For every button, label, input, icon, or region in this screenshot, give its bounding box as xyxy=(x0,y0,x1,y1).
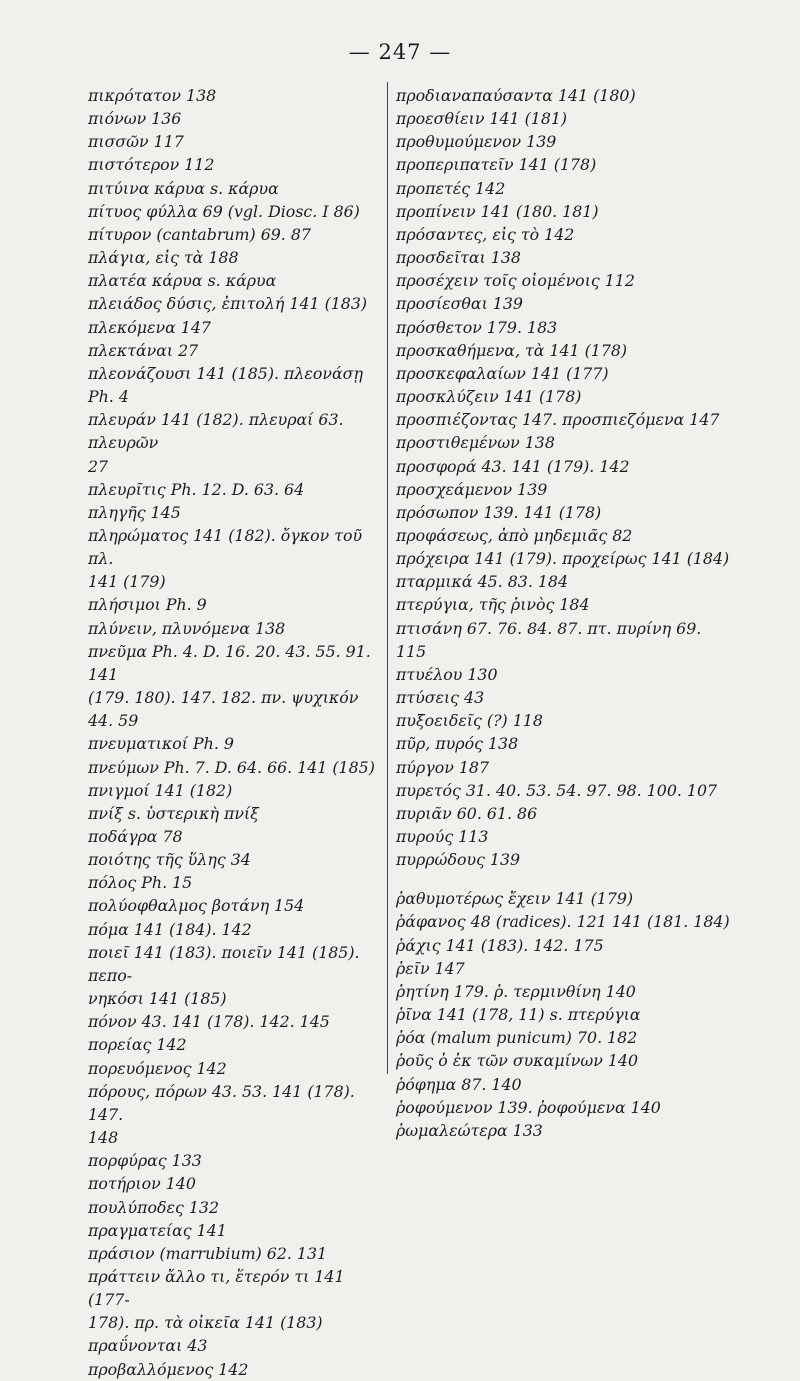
index-entry: πορείας 142 xyxy=(88,1035,187,1055)
index-entry: πιστότερον 112 xyxy=(88,155,215,175)
index-entry: νηκόσι 141 (185) xyxy=(88,989,227,1009)
index-entry: πόρους, πόρων 43. 53. 141 (178). 147. xyxy=(88,1081,360,1124)
index-entry: ῥόα (malum punicum) 70. 182 xyxy=(396,1028,638,1048)
index-entry: πλειάδος δύσις, ἐπιτολή 141 (183) xyxy=(88,294,368,314)
index-entry: πληρώματος 141 (182). ὄγκον τοῦ πλ. xyxy=(88,525,368,569)
index-entry: 178). πρ. τὰ οἰκεῖα 141 (183) xyxy=(88,1313,323,1333)
index-column-left xyxy=(88,84,381,1381)
index-entry: ῥάχις 141 (183). 142. 175 xyxy=(396,935,604,955)
index-entry: πτυέλου 130 xyxy=(396,664,498,684)
index-entry: πλύνειν, πλυνόμενα 138 xyxy=(88,618,286,638)
index-entry: πυριᾶν 60. 61. 86 xyxy=(396,803,538,823)
index-entry: πράττειν ἄλλο τι, ἕτερόν τι 141 (177- xyxy=(88,1266,350,1310)
index-entry: πυρούς 113 xyxy=(396,827,489,846)
index-entry: προθυμούμενον 139 xyxy=(396,132,557,152)
index-entry: πυξοειδεῖς (?) 118 xyxy=(396,711,543,731)
index-entry: πνευματικοί Ph. 9 xyxy=(88,734,234,754)
index-entry: πταρμικά 45. 83. 184 xyxy=(396,572,569,592)
index-entry: πτερύγια, τῆς ῥινὸς 184 xyxy=(396,595,590,615)
index-entry: ποτήριον 140 xyxy=(88,1174,196,1194)
index-entry: πράσιον (marrubium) 62. 131 xyxy=(88,1243,328,1263)
index-entry: προσίεσθαι 139 xyxy=(396,294,523,314)
index-entry: πλευράν 141 (182). πλευραί 63. πλευρῶν xyxy=(88,410,349,453)
index-entry: πτύσεις 43 xyxy=(396,688,485,708)
index-entry: πνεύμων Ph. 7. D. 64. 66. 141 (185) xyxy=(88,757,375,777)
index-entry: πραγματείας 141 xyxy=(88,1220,227,1240)
page-number: — 247 — xyxy=(348,40,452,64)
index-entry: πιόνων 136 xyxy=(88,109,182,129)
index-entry: προσκαθήμενα, τὰ 141 (178) xyxy=(396,340,628,360)
index-entry: πισσῶν 117 xyxy=(88,132,184,152)
index-entry: πίτυος φύλλα 69 (vgl. Diosc. I 86) xyxy=(88,201,360,221)
index-entry: προβαλλόμενος 142 xyxy=(88,1359,249,1379)
index-entry: προφάσεως, ἀπὸ μηδεμιᾶς 82 xyxy=(396,525,633,545)
index-entry: ποιεῖ 141 (183). ποιεῖν 141 (185). πεπο- xyxy=(88,942,365,985)
index-entry: πύργον 187 xyxy=(396,757,489,777)
index-entry: προδιαναπαύσαντα 141 (180) xyxy=(396,86,636,105)
index-entry: προστιθεμένων 138 xyxy=(396,433,555,453)
index-entry: πλευρῖτις Ph. 12. D. 63. 64 xyxy=(88,479,305,499)
index-entry: πνίξ s. ὑστερικὴ πνίξ xyxy=(88,803,259,823)
index-entry: προπίνειν 141 (180. 181) xyxy=(396,201,599,221)
index-entry: ῥόφημα 87. 140 xyxy=(396,1074,522,1094)
index-entry: προσέχειν τοῖς οἰομένοις 112 xyxy=(396,271,635,291)
index-entry: προεσθίειν 141 (181) xyxy=(396,109,568,129)
index-column-right xyxy=(396,84,756,1142)
index-entry: πτισάνη 67. 76. 84. 87. πτ. πυρίνη 69. xyxy=(396,618,702,638)
index-entry: πληγῆς 145 xyxy=(88,502,181,522)
index-entry: πρόσθετον 179. 183 xyxy=(396,317,558,337)
column-divider xyxy=(387,82,388,1074)
index-entry: πλεονάζουσι 141 (185). πλεονάσῃ Ph. 4 xyxy=(88,363,368,407)
index-entry: πικρότατον 138 xyxy=(88,86,217,105)
index-entry: πιτύινα κάρυα s. κάρυα xyxy=(88,178,279,198)
index-entry: προσκεφαλαίων 141 (177) xyxy=(396,363,609,383)
index-entry: ῥάφανος 48 (radices). 121 141 (181. 184) xyxy=(396,912,730,932)
index-entry: πνεῦμα Ph. 4. D. 16. 20. 43. 55. 91. 141 xyxy=(88,641,376,684)
index-entry: πόλος Ph. 15 xyxy=(88,873,193,893)
index-entry: πῦρ, πυρός 138 xyxy=(396,734,519,754)
index-entry: πλεκόμενα 147 xyxy=(88,317,211,337)
index-entry: πρόσωπον 139. 141 (178) xyxy=(396,502,602,522)
index-entry: προσδεῖται 138 xyxy=(396,248,521,268)
index-entry: 148 xyxy=(88,1128,119,1148)
index-entry: πόνον 43. 141 (178). 142. 145 xyxy=(88,1012,330,1032)
index-entry: πλάγια, εἰς τὰ 188 xyxy=(88,248,239,268)
index-entry: ῥοῦς ὁ ἐκ τῶν συκαμίνων 140 xyxy=(396,1051,639,1071)
index-entry: πνιγμοί 141 (182) xyxy=(88,780,233,800)
index-entry: 27 xyxy=(88,456,109,476)
index-entry: πρόσαντες, εἰς τὸ 142 xyxy=(396,224,575,244)
index-entry: πορευόμενος 142 xyxy=(88,1058,227,1078)
index-entry: προπετές 142 xyxy=(396,178,506,198)
index-entry: ῥεῖν 147 xyxy=(396,958,465,978)
index-entry: ποιότης τῆς ὕλης 34 xyxy=(88,850,251,870)
index-entry: ῥητίνη 179. ῥ. τερμινθίνη 140 xyxy=(396,981,636,1001)
index-entry: πλήσιμοι Ph. 9 xyxy=(88,595,207,615)
index-entry: ῥοφούμενον 139. ῥοφούμενα 140 xyxy=(396,1097,661,1117)
index-entry: ῥαθυμοτέρως ἔχειν 141 (179) xyxy=(396,889,634,909)
index-entry: 141 (179) xyxy=(88,572,166,592)
index-entry: πυρετός 31. 40. 53. 54. 97. 98. 100. 107 xyxy=(396,780,718,800)
index-entry: προσκλύζειν 141 (178) xyxy=(396,387,582,407)
index-entry: ῥωμαλεώτερα 133 xyxy=(396,1120,543,1140)
index-entry: προσχεάμενον 139 xyxy=(396,479,548,499)
index-entry: (179. 180). 147. 182. πν. ψυχικόν 44. 59 xyxy=(88,688,364,731)
index-entry: πραΰνονται 43 xyxy=(88,1336,208,1356)
index-entry: πρόχειρα 141 (179). προχείρως 141 (184) xyxy=(396,549,730,569)
index-entry: πίτυρον (cantabrum) 69. 87 xyxy=(88,224,311,244)
index-entry: πόμα 141 (184). 142 xyxy=(88,919,252,939)
section-gap xyxy=(396,871,756,887)
index-entry: προπεριπατεῖν 141 (178) xyxy=(396,155,597,175)
index-entry: προσφορά 43. 141 (179). 142 xyxy=(396,456,630,476)
index-entry: πολύοφθαλμος βοτάνη 154 xyxy=(88,896,305,916)
index-entry: πλατέα κάρυα s. κάρυα xyxy=(88,271,277,291)
index-entry: προσπιέζοντας 147. προσπιεζόμενα 147 xyxy=(396,410,720,430)
index-entry: 115 xyxy=(396,641,427,661)
index-entry: πορφύρας 133 xyxy=(88,1151,202,1171)
index-entry: ποδάγρα 78 xyxy=(88,827,183,846)
index-entry: πυρρώδους 139 xyxy=(396,850,521,870)
index-entry: πουλύποδες 132 xyxy=(88,1197,220,1217)
index-entry: ῥῖνα 141 (178, 11) s. πτερύγια xyxy=(396,1005,641,1025)
index-entry: πλεκτάναι 27 xyxy=(88,340,199,360)
